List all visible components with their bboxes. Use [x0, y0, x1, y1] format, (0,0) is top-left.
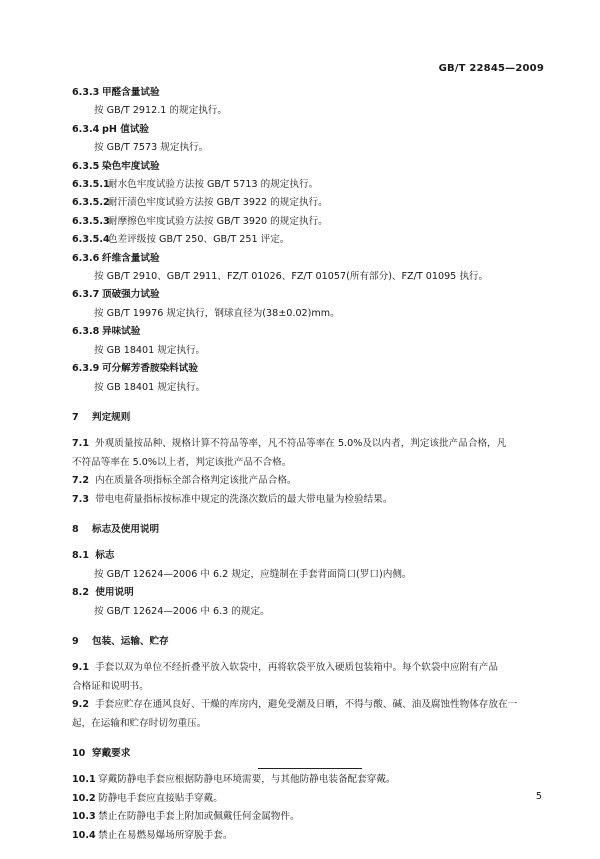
clause-text: 耐汗渍色牢度试验方法按 GB/T 3922 的规定执行。 — [108, 197, 328, 209]
clause-title: 异味试验 — [102, 326, 141, 338]
section-number: 9 — [72, 635, 79, 647]
clause-text: 色差评级按 GB/T 250、GB/T 251 评定。 — [108, 234, 290, 246]
document-body — [72, 84, 542, 845]
clause-number: 6.3.9 — [72, 363, 100, 375]
clause-number: 9.2 — [72, 699, 89, 711]
clause-6-3-5-3 — [72, 213, 542, 231]
clause-10-4 — [72, 827, 542, 845]
clause-8-2-text: 按 GB/T 12624—2006 中 6.3 的规定。 — [94, 605, 270, 617]
clause-number: 6.3.7 — [72, 289, 100, 301]
clause-9-1 — [72, 659, 542, 696]
section-title: 穿戴要求 — [92, 748, 131, 759]
clause-number: 6.3.6 — [72, 252, 100, 264]
clause-text-line-2: 起，在运输和贮存时切勿重压。 — [72, 717, 207, 729]
clause-text: 禁止在易燃易爆场所穿脱手套。 — [98, 829, 233, 841]
clause-number: 8.1 — [72, 550, 89, 562]
clause-text-line-2: 合格证和说明书。 — [72, 680, 149, 692]
clause-6-3-4-text: 按 GB/T 7573 规定执行。 — [94, 142, 209, 154]
clause-number: 6.3.5.2 — [72, 197, 110, 209]
clause-text: 耐摩擦色牢度试验方法按 GB/T 3920 的规定执行。 — [108, 215, 328, 227]
clause-number: 6.3.5 — [72, 160, 100, 172]
section-number: 7 — [72, 411, 79, 423]
clause-text-line-1: 手套应贮存在通风良好、干燥的库房内，避免受潮及日晒，不得与酸、碱、油及腐蚀性物体存放在一 — [95, 699, 518, 711]
clause-6-3-5-heading — [72, 158, 542, 176]
clause-number: 10.4 — [72, 829, 96, 841]
section-10-heading — [72, 745, 542, 763]
clause-text: 带电电荷量指标按标准中规定的洗涤次数后的最大带电量为检验结果。 — [95, 493, 393, 505]
clause-number: 10.1 — [72, 774, 96, 786]
clause-6-3-7-heading — [72, 286, 542, 304]
clause-text: 禁止在防静电手套上附加或佩戴任何金属物件。 — [98, 811, 300, 823]
standard-code: GB/T 22845—2009 — [438, 63, 544, 74]
clause-text: 内在质量各项指标全部合格判定该批产品合格。 — [95, 475, 297, 487]
clause-10-2 — [72, 790, 542, 808]
clause-number: 10.3 — [72, 811, 96, 823]
clause-6-3-8-heading — [72, 323, 542, 341]
section-9-heading — [72, 633, 542, 651]
section-7-heading — [72, 409, 542, 427]
clause-number: 7.1 — [72, 438, 89, 450]
clause-6-3-5-2 — [72, 194, 542, 212]
clause-title: 标志 — [95, 550, 115, 562]
clause-7-1 — [72, 435, 542, 472]
clause-9-2 — [72, 696, 542, 733]
clause-10-3 — [72, 808, 542, 826]
clause-text: 防静电手套应直接贴手穿戴。 — [98, 792, 223, 804]
clause-8-1-text: 按 GB/T 12624—2006 中 6.2 规定，应缝制在手套背面筒口(罗口)内侧。 — [94, 568, 412, 580]
section-8-heading — [72, 521, 542, 539]
clause-6-3-9-heading — [72, 360, 542, 378]
section-title: 标志及使用说明 — [92, 523, 160, 535]
clause-title: 甲醛含量试验 — [102, 87, 160, 98]
clause-6-3-7-text: 按 GB/T 19976 规定执行，钢球直径为(38±0.02)mm。 — [94, 307, 340, 319]
clause-number: 7.2 — [72, 475, 89, 487]
section-title: 判定规则 — [92, 411, 131, 423]
clause-title: 顶破强力试验 — [102, 289, 160, 301]
clause-10-1 — [72, 771, 542, 789]
clause-6-3-3-heading — [72, 84, 542, 102]
clause-title: 纤维含量试验 — [102, 252, 160, 264]
clause-6-3-4-heading — [72, 121, 542, 139]
clause-number: 6.3.4 — [72, 123, 100, 135]
clause-6-3-6-heading — [72, 250, 542, 268]
clause-number: 6.3.5.1 — [72, 179, 110, 191]
clause-number: 6.3.5.3 — [72, 215, 110, 227]
clause-text: 耐水色牢度试验方法按 GB/T 5713 的规定执行。 — [108, 179, 319, 191]
clause-6-3-5-1 — [72, 176, 542, 194]
clause-7-3 — [72, 491, 542, 509]
clause-6-3-6-text: 按 GB/T 2910、GB/T 2911、FZ/T 01026、FZ/T 01057(所有部分)、FZ/T 01095 执行。 — [94, 271, 489, 283]
clause-6-3-5-4 — [72, 231, 542, 249]
clause-7-2 — [72, 472, 542, 490]
clause-text-line-1: 外观质量按品种、规格计算不符品等率，凡不符品等率在 5.0%及以内者，判定该批产品合格，凡 — [95, 438, 507, 450]
clause-8-2-heading — [72, 584, 542, 602]
clause-title: 使用说明 — [95, 587, 134, 599]
section-number: 10 — [72, 748, 86, 759]
clause-number: 6.3.5.4 — [72, 234, 110, 246]
clause-6-3-9-text: 按 GB 18401 规定执行。 — [94, 381, 206, 393]
page-number: 5 — [535, 791, 542, 802]
clause-number: 6.3.3 — [72, 87, 100, 98]
clause-number: 6.3.8 — [72, 326, 100, 338]
clause-number: 7.3 — [72, 493, 89, 505]
section-title: 包装、运输、贮存 — [92, 635, 169, 647]
clause-number: 9.1 — [72, 662, 89, 674]
clause-6-3-8-text: 按 GB 18401 规定执行。 — [94, 344, 206, 356]
clause-number: 10.2 — [72, 792, 96, 804]
clause-text-line-2: 不符品等率在 5.0%以上者，判定该批产品不合格。 — [72, 456, 292, 468]
clause-title: pH 值试验 — [102, 123, 150, 135]
section-number: 8 — [72, 523, 79, 535]
clause-text-line-1: 手套以双为单位不经折叠平放入软袋中，再将软袋平放入硬质包装箱中。每个软袋中应附有产品 — [95, 662, 498, 674]
clause-number: 8.2 — [72, 587, 89, 599]
clause-title: 可分解芳香胺染料试验 — [102, 363, 198, 375]
clause-text: 穿戴防静电手套应根据防静电环境需要，与其他防静电装备配套穿戴。 — [98, 774, 396, 786]
clause-title: 染色牢度试验 — [102, 160, 160, 172]
end-rule — [258, 768, 362, 769]
clause-8-1-heading — [72, 547, 542, 565]
clause-6-3-3-text: 按 GB/T 2912.1 的规定执行。 — [94, 105, 227, 117]
